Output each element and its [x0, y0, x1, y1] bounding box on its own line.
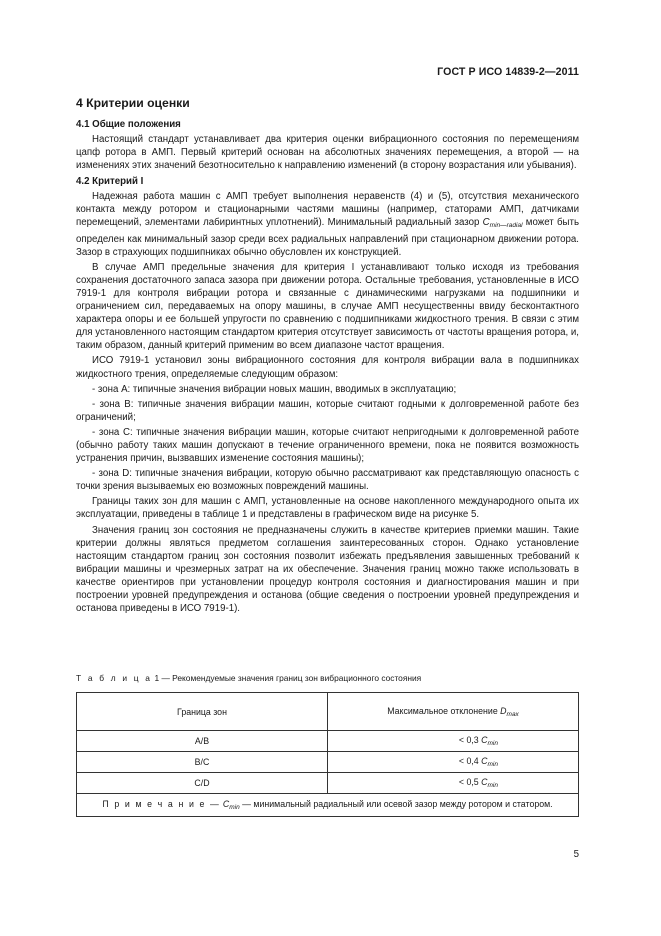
- column-header-zone: Граница зон: [77, 693, 328, 731]
- symbol-c: C: [481, 735, 488, 745]
- zone-cell: B/C: [77, 752, 328, 773]
- page-number: 5: [573, 849, 579, 860]
- note-label: П р и м е ч а н и е —: [102, 799, 221, 809]
- section-title: 4 Критерии оценки: [76, 96, 190, 110]
- table-row: [77, 752, 579, 773]
- zone-c-item: - зона C: типичные значения вибрации машин, которые считают непригодными к долговременной работе (обычно работу таких машин допускают в течение ограниченного времени, пока не появится возможность устранения причин, вызвавших изменение состояния машины);: [76, 426, 579, 465]
- zone-d-item: - зона D: типичные значения вибрации, которую обычно рассматривают как представляющую опасность с точки зрения вызываемых ею возможных повреждений машины.: [76, 468, 579, 493]
- symbol-d: D: [500, 705, 507, 716]
- symbol-c-subscript: min: [487, 761, 498, 768]
- symbol-c: C: [482, 217, 490, 229]
- table-header-row: [77, 693, 579, 731]
- zone-limits-table: [76, 692, 579, 817]
- symbol-d-subscript: max: [506, 710, 519, 718]
- symbol-c: C: [222, 799, 230, 809]
- symbol-c: C: [481, 756, 488, 766]
- symbol-c-subscript: min: [487, 740, 498, 747]
- value-cell: [328, 773, 579, 794]
- table-note-row: [77, 794, 579, 817]
- paragraph-4-2-1-part-b: может быть определен как минимальный зазор среди всех радиальных направлений при стационарном движении ротора. Зазор в страхующих подшипниках обычно обусловлен их конструкцией.: [76, 217, 579, 258]
- paragraph-4-2-2: В случае АМП предельные значения для критерия I устанавливают только исходя из требования сохранения достаточного запаса зазора при движении ротора. Остальные требования, установленные в ИСО 7919-1 для контроля вибрации ротора и связанные с динамическими нагрузками на подшипники и ограничением сил, передаваемых на опору машины, в случае АМП несущественны ввиду бесконтактного характера опоры и ее большей упругости по сравнению с подшипниками жидкостного трения. В связи с этим для установленного настоящим стандартом критерия отсутствует зависимость от частоты вращения ротора, и, таким образом, данный критерий применим во всем диапазоне частот вращения.: [76, 261, 579, 352]
- value-cell: [328, 752, 579, 773]
- table-row: [77, 773, 579, 794]
- zone-cell: C/D: [77, 773, 328, 794]
- value-cell: [328, 731, 579, 752]
- paragraph-4-2-4: Границы таких зон для машин с АМП, установленные на основе накопленного международного опыта их эксплуатации, приведены в таблице 1 и представлены в графическом виде на рисунке 5.: [76, 496, 579, 521]
- zone-b-item: - зона B: типичные значения вибрации машин, которые считают годными к долговременной работе без ограничений;: [76, 398, 579, 423]
- table-caption-label: Т а б л и ц а: [76, 673, 153, 683]
- table-note: [77, 794, 579, 817]
- value-prefix: < 0,4: [458, 756, 482, 766]
- symbol-c-subscript: min: [487, 782, 498, 789]
- zone-cell: A/B: [77, 731, 328, 752]
- value-prefix: < 0,5: [458, 777, 482, 787]
- column-header-max-deviation: [328, 693, 579, 731]
- paragraph-4-1: Настоящий стандарт устанавливает два критерия оценки вибрационного состояния по перемещениям цапф ротора в АМП. Первый критерий основан на абсолютных значениях перемещения, а второй — на изменениях этих значений безотносительно к направлению изменений (в сторону возрастания или убывания).: [76, 134, 579, 172]
- symbol-c: C: [481, 777, 488, 787]
- table-row: [77, 731, 579, 752]
- main-content: [76, 96, 579, 617]
- paragraph-4-2-1-part-a: Надежная работа машин с АМП требует выполнения неравенств (4) и (5), отсутствия механического контакта между ротором и стационарными частями машины (например, статорами АМП, датчиками перемещений, элементами лабиринтных уплотнений). Минимальный радиальный зазор: [76, 191, 579, 229]
- table-caption-text: 1 — Рекомендуемые значения границ зон вибрационного состояния: [154, 673, 422, 683]
- paragraph-4-2-1: [76, 190, 579, 258]
- table-caption: [76, 673, 421, 683]
- symbol-c-subscript: min—radial: [489, 222, 523, 230]
- column-header-max-deviation-text: Максимальное отклонение: [387, 705, 501, 716]
- value-prefix: < 0,3: [458, 735, 482, 745]
- paragraph-4-2-3: ИСО 7919-1 установил зоны вибрационного состояния для контроля вибрации вала в подшипниках жидкостного трения, определяемые следующим образом:: [76, 355, 579, 380]
- paragraph-4-2-5: Значения границ зон состояния не предназначены служить в качестве критериев приемки машин. Такие критерии должны являться предметом соглашения заинтересованных сторон. Однако установление настоящим стандартом границ зон состояния позволит избежать предъявления завышенных требований к вибрации машины и чрезмерных затрат на их обеспечение. Значения границ можно также использовать в качестве ориентиров при установлении процедур контроля состояния и диагностирования машин и при построении уровней предупреждения и останова (общие сведения о построении уровней предупреждения и останова приведены в ИСО 7919-1).: [76, 524, 579, 615]
- zone-a-item: - зона A: типичные значения вибрации новых машин, вводимых в эксплуатацию;: [92, 383, 457, 395]
- symbol-c-subscript: min: [229, 804, 240, 811]
- document-id-header: ГОСТ Р ИСО 14839-2—2011: [437, 66, 579, 78]
- subsection-4-2-title: 4.2 Критерий I: [76, 176, 144, 188]
- note-text: — минимальный радиальный или осевой зазор между ротором и статором.: [239, 799, 553, 809]
- subsection-4-1-title: 4.1 Общие положения: [76, 119, 181, 130]
